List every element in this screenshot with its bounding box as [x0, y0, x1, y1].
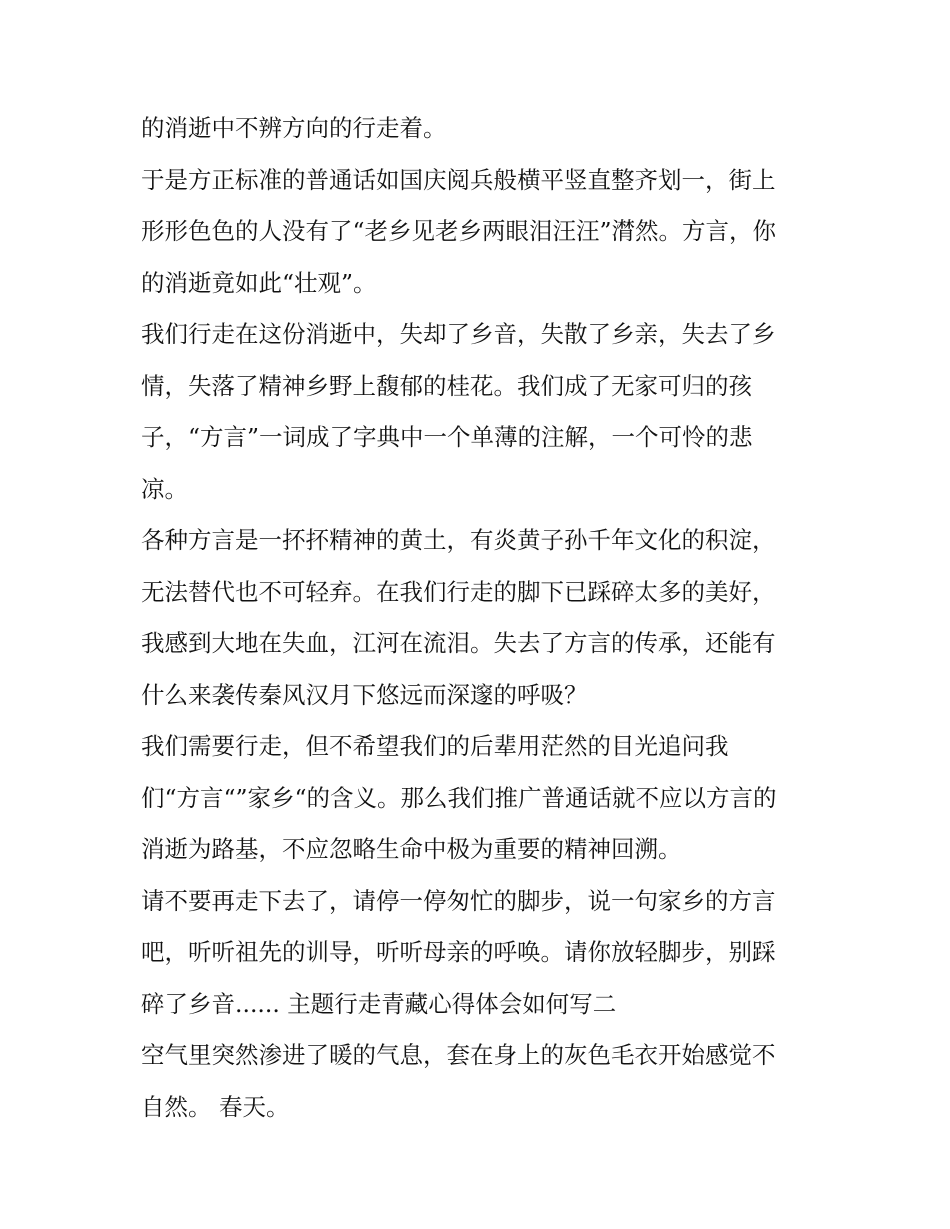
- text-line: 我感到大地在失血，江河在流泪。失去了方言的传承，还能有: [141, 629, 776, 657]
- text-line: 的消逝竟如此“壮观”。: [141, 268, 377, 297]
- text-line: 无法替代也不可轻弃。在我们行走的脚下已踩碎太多的美好，: [141, 577, 776, 606]
- text-line: 于是方正标准的普通话如国庆阅兵般横平竖直整齐划一，街上: [141, 165, 776, 194]
- text-line: 形形色色的人没有了“老乡见老乡两眼泪汪汪”潸然。方言，你: [141, 217, 777, 245]
- text-line: 情，失落了精神乡野上馥郁的桂花。我们成了无家可归的孩: [141, 371, 752, 400]
- body-text: [141, 103, 821, 1133]
- text-line: 凉。: [141, 474, 188, 503]
- text-line: 的消逝中不辨方向的行走着。: [141, 114, 447, 142]
- text-line: 吧，听听祖先的训导，听听母亲的呼唤。请你放轻脚步，别踩: [141, 938, 776, 966]
- text-line: 自然。 春天。: [141, 1092, 290, 1121]
- text-line: 子，“方言”一词成了字典中一个单薄的注解，一个可怜的悲: [141, 423, 753, 451]
- text-line: 们“方言“”家乡“的含义。那么我们推广普通话就不应以方言的: [141, 783, 777, 812]
- text-line: 消逝为路基，不应忽略生命中极为重要的精神回溯。: [141, 835, 682, 863]
- text-line: 什么来袭传秦风汉月下悠远而深邃的呼吸？: [141, 680, 588, 709]
- text-line: 各种方言是一抔抔精神的黄土，有炎黄子孙千年文化的积淀，: [141, 526, 776, 554]
- text-line: 请不要再走下去了，请停一停匆忙的脚步，说一句家乡的方言: [141, 886, 776, 915]
- text-line: 碎了乡音...... 主题行走青藏心得体会如何写二: [141, 989, 617, 1018]
- text-line: 空气里突然渗进了暖的气息，套在身上的灰色毛衣开始感觉不: [141, 1041, 776, 1069]
- text-line: 我们行走在这份消逝中，失却了乡音，失散了乡亲，失去了乡: [141, 320, 776, 348]
- text-line: 我们需要行走，但不希望我们的后辈用茫然的目光追问我: [141, 732, 729, 760]
